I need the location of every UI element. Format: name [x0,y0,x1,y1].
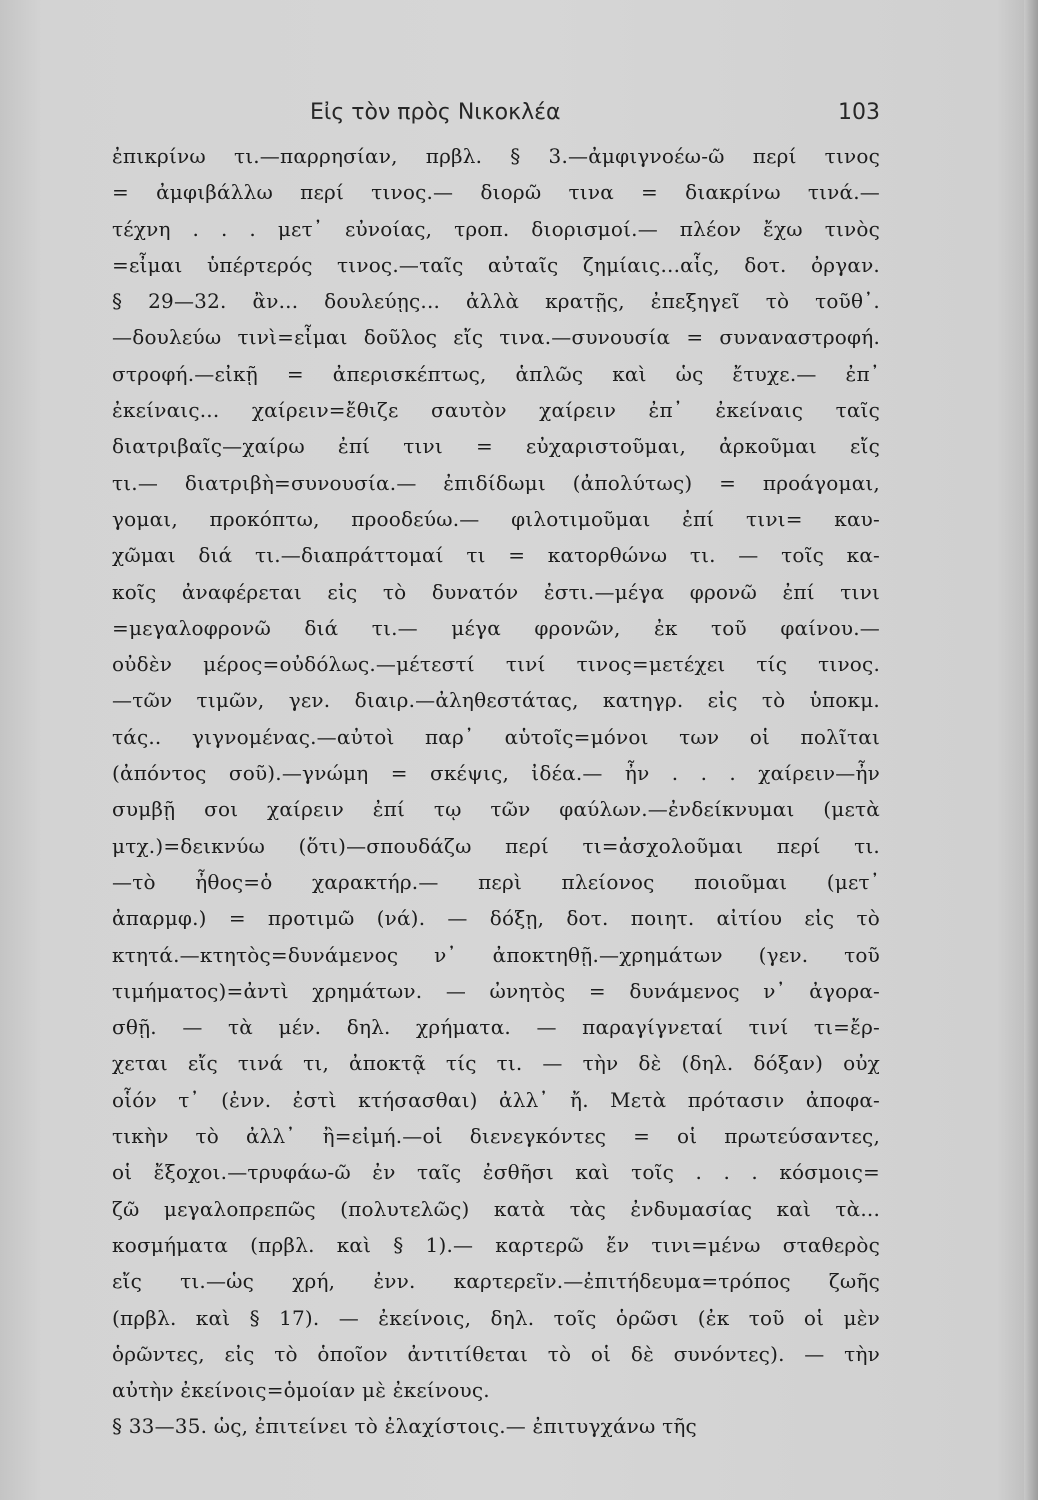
text-line: —δουλεύω τινὶ=εἶμαι δοῦλος εἴς τινα.—συνουσία = συναναστροφή. [112,325,880,350]
text-line: στροφή.—εἰκῇ = ἀπερισκέπτως, ἁπλῶς καὶ ὡς ἔτυχε.— ἐπ᾽ [112,361,880,386]
text-line: τι.— διατριβὴ=συνουσία.— ἐπιδίδωμι (ἀπολύτως) = προάγομαι, [112,470,880,495]
running-title: Εἰς τὸν πρὸς Νικοκλέα [310,100,561,125]
text-line: —τῶν τιμῶν, γεν. διαιρ.—ἀληθεστάτας, κατηγρ. εἰς τὸ ὑποκμ. [112,688,880,713]
text-line: ἀπαρμφ.) = προτιμῶ (νά). — δόξῃ, δοτ. ποιητ. αἰτίου εἰς τὸ [112,906,880,931]
text-line: χεται εἴς τινά τι, ἀποκτᾷ τίς τι. — τὴν δὲ (δηλ. δόξαν) οὐχ [112,1051,880,1076]
text-line: κοσμήματα (πρβλ. καὶ § 1).— καρτερῶ ἔν τινι=μένω σταθερὸς [112,1232,880,1257]
text-line: τιμήματος)=ἀντὶ χρημάτων. — ὠνητὸς = δυνάμενος ν᾽ ἀγορα- [112,978,880,1003]
text-line: ἐκείναις... χαίρειν=ἔθιζε σαυτὸν χαίρειν ἐπ᾽ ἐκείναις ταῖς [112,398,880,423]
text-line: κοῖς ἀναφέρεται εἰς τὸ δυνατόν ἐστι.—μέγα φρονῶ ἐπί τινι [112,579,880,604]
text-line: οἱ ἔξοχοι.—τρυφάω-ῶ ἐν ταῖς ἐσθῆσι καὶ τοῖς . . . κόσμοις= [112,1160,880,1185]
page-edge-shadow [1024,0,1038,1500]
text-line: εἴς τι.—ὡς χρή, ἐνν. καρτερεῖν.—ἐπιτήδευμα=τρόπος ζωῆς [112,1269,880,1294]
text-line: αὐτὴν ἐκείνοις=ὁμοίαν μὲ ἐκείνους. [112,1378,490,1403]
text-line: μτχ.)=δεικνύω (ὅτι)—σπουδάζω περί τι=ἀσχολοῦμαι περί τι. [112,833,880,858]
text-line: ζῶ μεγαλοπρεπῶς (πολυτελῶς) κατὰ τὰς ἐνδυμασίας καὶ τὰ... [112,1196,880,1221]
text-line: § 33—35. ὡς, ἐπιτείνει τὸ ἐλαχίστοις.— ἐπιτυγχάνω τῆς [112,1414,697,1439]
text-line: § 29—32. ἂν... δουλεύῃς... ἀλλὰ κρατῇς, ἐπεξηγεῖ τὸ τοῦθ᾽. [112,289,880,314]
text-line: κτητά.—κτητὸς=δυνάμενος ν᾽ ἀποκτηθῇ.—χρημάτων (γεν. τοῦ [112,942,880,967]
text-line: τικὴν τὸ ἀλλ᾽ ἢ=εἰμή.—οἱ διενεγκόντες = οἱ πρωτεύσαντες, [112,1124,880,1149]
page-header [0,100,1038,134]
commentary-text [112,138,880,1445]
text-line: χῶμαι διά τι.—διαπράττομαί τι = κατορθώνω τι. — τοῖς κα- [112,543,880,568]
text-line: —τὸ ἦθος=ὁ χαρακτήρ.— περὶ πλείονος ποιοῦμαι (μετ᾽ [112,869,880,894]
text-line: ἐπικρίνω τι.—παρρησίαν, πρβλ. § 3.—ἀμφιγνοέω-ῶ περί τινος [112,144,880,168]
text-line: (ἀπόντος σοῦ).—γνώμη = σκέψις, ἰδέα.— ἦν . . . χαίρειν—ἦν [112,761,880,786]
text-line: =εἶμαι ὑπέρτερός τινος.—ταῖς αὐταῖς ζημίαις...αἷς, δοτ. ὀργαν. [112,252,880,277]
text-line: ὁρῶντες, εἰς τὸ ὁποῖον ἀντιτίθεται τὸ οἱ δὲ συνόντες). — τὴν [112,1341,880,1366]
text-line: σθῇ. — τὰ μέν. δηλ. χρήματα. — παραγίγνεταί τινί τι=ἔρ- [112,1015,880,1040]
text-line: =μεγαλοφρονῶ διά τι.— μέγα φρονῶν, ἐκ τοῦ φαίνου.— [112,615,880,640]
text-line: διατριβαῖς—χαίρω ἐπί τινι = εὐχαριστοῦμαι, ἀρκοῦμαι εἴς [112,434,880,459]
text-line: τέχνη . . . μετ᾽ εὐνοίας, τροπ. διορισμοί.— πλέον ἔχω τινὸς [112,216,880,241]
text-line: τάς.. γιγνομένας.—αὐτοὶ παρ᾽ αὑτοῖς=μόνοι των οἱ πολῖται [112,724,880,749]
text-line: οὐδὲν μέρος=οὐδόλως.—μέτεστί τινί τινος=μετέχει τίς τινος. [112,652,880,677]
text-line: συμβῇ σοι χαίρειν ἐπί τῳ τῶν φαύλων.—ἐνδείκνυμαι (μετὰ [112,797,880,822]
text-line: γομαι, προκόπτω, προοδεύω.— φιλοτιμοῦμαι ἐπί τινι= καυ- [112,506,880,531]
text-line: οἷόν τ᾽ (ἐνν. ἐστὶ κτήσασθαι) ἀλλ᾽ ἤ. Μετὰ πρότασιν ἀποφα- [112,1087,880,1112]
text-line: (πρβλ. καὶ § 17). — ἐκείνοις, δηλ. τοῖς ὁρῶσι (ἐκ τοῦ οἱ μὲν [112,1305,880,1330]
text-line: = ἀμφιβάλλω περί τινος.— διορῶ τινα = διακρίνω τινά.— [112,180,880,205]
page-number: 103 [838,100,880,125]
